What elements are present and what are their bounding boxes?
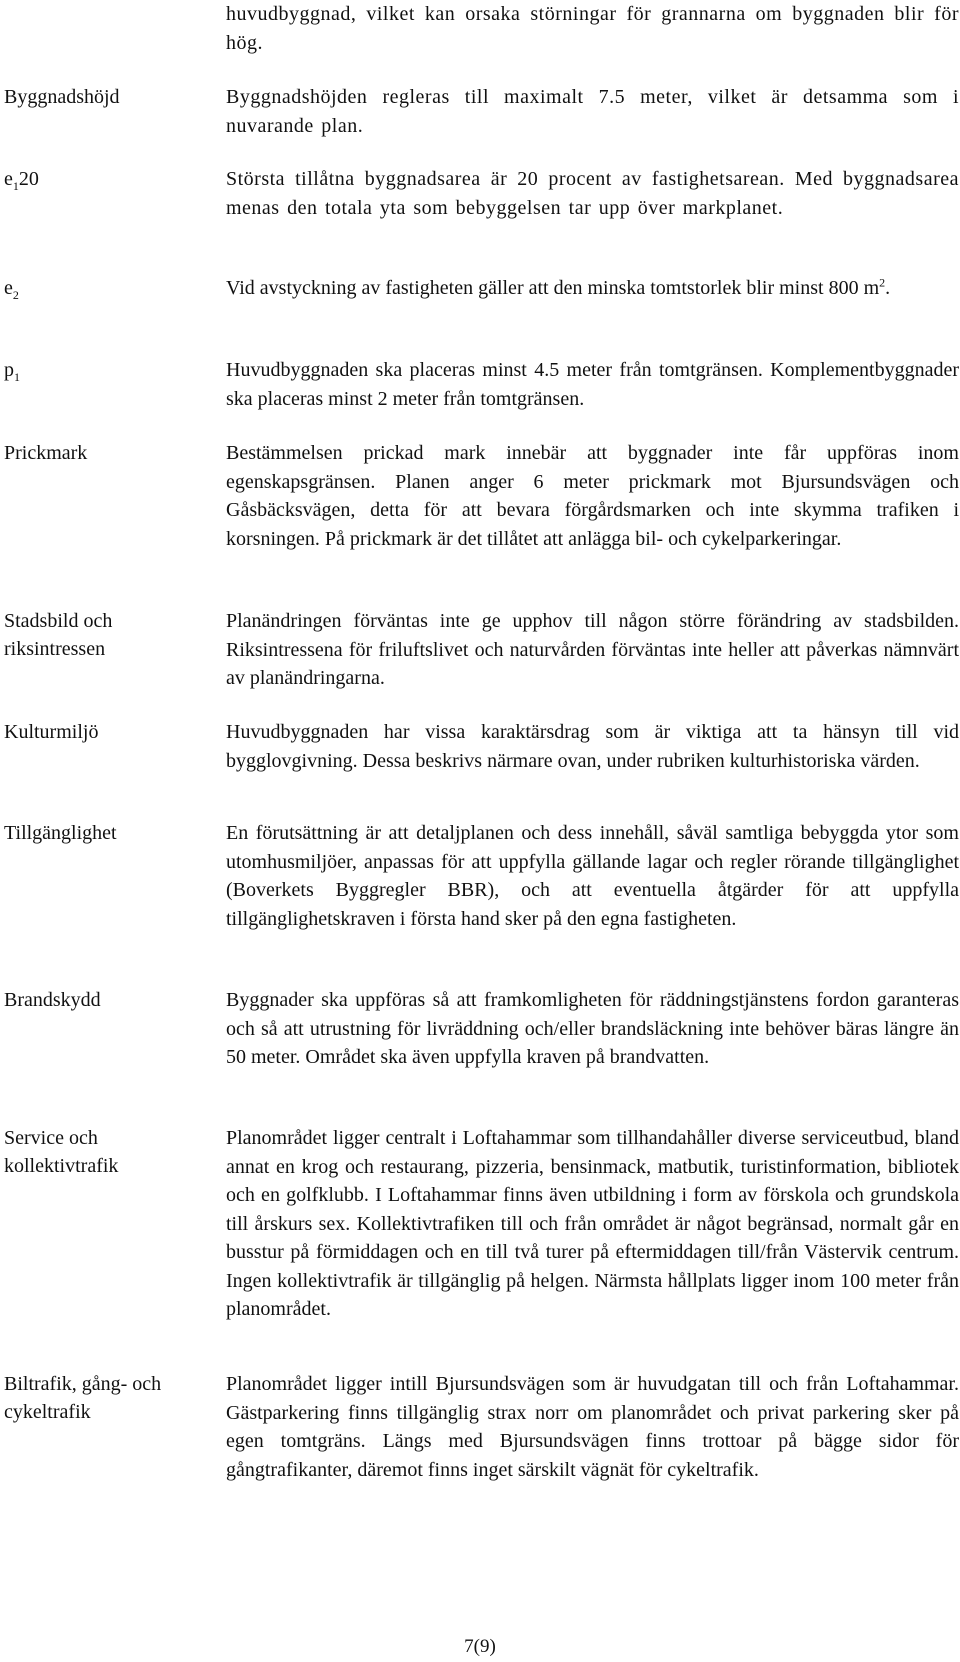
paragraph-prickmark: Bestämmelsen prickad mark innebär att byggnader inte får uppföras inom egenskapsgränsen. Planen anger 6 meter prickmark mot Bjursundsvägen och Gåsbäcksvägen, detta för att bevara förgårdsmarken och inte skymma trafiken i korsningen. På prickmark är det tillåtet att anlägga bil- och cykelparkeringar. (226, 442, 959, 550)
paragraph-byggnadshojd: Byggnadshöjden regleras till maximalt 7.5 meter, vilket är detsamma som i nuvarande plan. (226, 86, 959, 137)
paragraph-kulturmiljo: Huvudbyggnaden har vissa karaktärsdrag som är viktiga att ta hänsyn till vid bygglovgivning. Dessa beskrivs närmare ovan, under rubriken kulturhistoriska värden. (226, 721, 959, 772)
paragraph-tillganglighet: En förutsättning är att detaljplanen och dess innehåll, såväl samtliga bebyggda ytor som utomhusmiljöer, anpassas för att uppfylla gällande lagar och regler rörande tillgänglighet (Boverkets Byggregler BBR), och att eventuella åtgärder för att uppfylla tillgänglighetskraven i första hand sker på den egna fastigheten. (226, 822, 959, 930)
paragraph-brandskydd: Byggnader ska uppföras så att framkomligheten för räddningstjänstens fordon garanteras och så att utrustning för livräddning och/eller brandsläckning inte behöver bäras längre än 50 meter. Området ska även uppfylla kraven på brandvatten. (226, 989, 959, 1068)
paragraph-p1: Huvudbyggnaden ska placeras minst 4.5 meter från tomtgränsen. Komplementbyggnader ska placeras minst 2 meter från tomtgränsen. (226, 359, 959, 410)
label-e2: $e_2$ (4, 277, 19, 302)
label-service: Service och kollektivtrafik (4, 1127, 119, 1177)
label-prickmark: Prickmark (4, 442, 88, 464)
paragraph-e2: Vid avstyckning av fastigheten gäller att den minska tomtstorlek blir minst 800 $m^2$. (226, 275, 891, 299)
label-stadsbild: Stadsbild och riksintressen (4, 610, 113, 660)
paragraph-e1-20: Största tillåtna byggnadsarea är 20 procent av fastighetsarean. Med byggnadsarea menas den totala yta som bebyggelsen tar upp över markplanet. (226, 168, 959, 219)
label-byggnadshojd: Byggnadshöjd (4, 86, 120, 108)
paragraph-stadsbild: Planändringen förväntas inte ge upphov till någon större förändring av stadsbilden. Riksintressena för friluftslivet och naturvården förväntas inte heller att påverkas nämnvärt av planändringarna. (226, 610, 959, 689)
label-brandskydd: Brandskydd (4, 989, 101, 1011)
label-e1-20: $e_120$ (4, 168, 39, 193)
paragraph-biltrafik: Planområdet ligger intill Bjursundsvägen som är huvudgatan till och från Loftahammar. Gästparkering finns tillgänglig strax norr om planområdet och privat parkering sker på egen tomtgräns. Längs med Bjursundsvägen finns trottoar på bägge sidor för gångtrafikanter, däremot finns inget särskilt vägnät för cykeltrafik. (226, 1373, 959, 1481)
label-kulturmiljo: Kulturmiljö (4, 721, 99, 743)
label-biltrafik: Biltrafik, gång- och cykeltrafik (4, 1373, 162, 1423)
page-number: 7(9) (464, 1636, 496, 1657)
label-tillganglighet: Tillgänglighet (4, 822, 117, 844)
paragraph-continuation: huvudbyggnad, vilket kan orsaka störningar för grannarna om byggnaden blir för hög. (226, 3, 959, 54)
label-p1: $p_1$ (4, 359, 20, 384)
paragraph-service: Planområdet ligger centralt i Loftahammar som tillhandahåller diverse serviceutbud, bland annat en krog och restaurang, pizzeria, bensinmack, matbutik, turistinformation, bibliotek och en golfklubb. I Loftahammar finns även utbildning i form av förskola och grundskola till årskurs sex. Kollektivtrafiken till och från området är något begränsad, normalt går en busstur på förmiddagen och en till två turer på eftermiddagen till/från Västervik centrum. Ingen kollektivtrafik är tillgänglig på helgen. Närmsta hållplats ligger inom 100 meter från planområdet. (226, 1127, 959, 1320)
